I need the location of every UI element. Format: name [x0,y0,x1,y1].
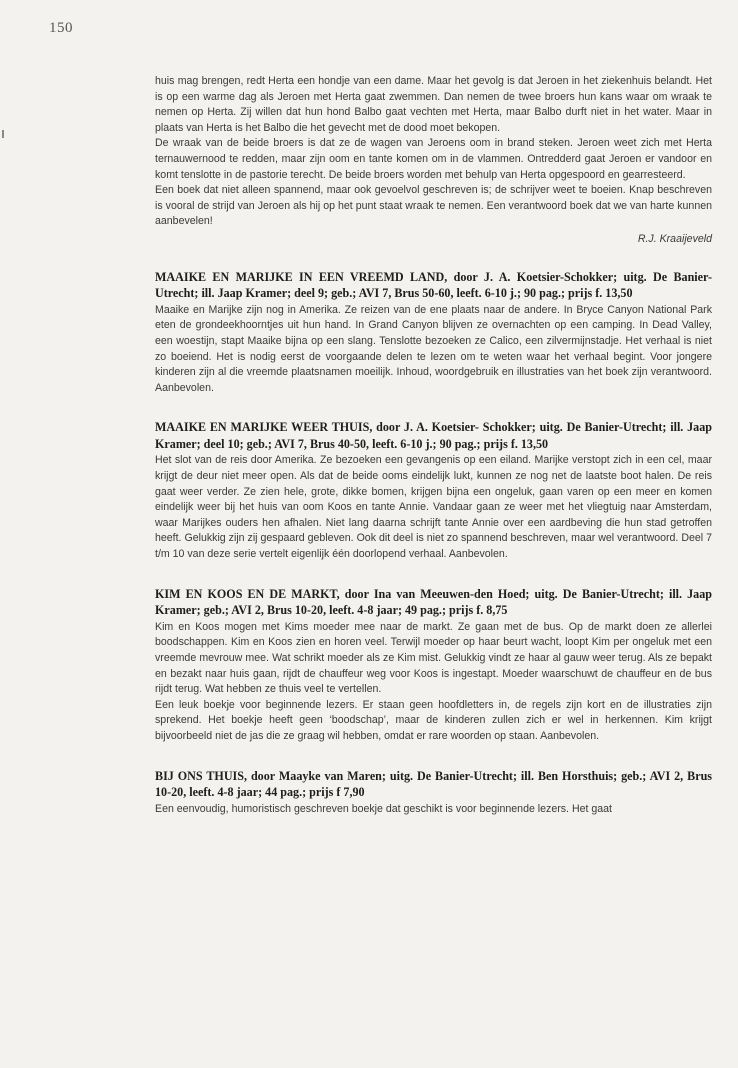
review-body: Maaike en Marijke zijn nog in Amerika. Ze reizen van de ene plaats naar de andere. In Bryce Canyon National Park eten de grondeekhoorntjes uit hun hand. In Grand Canyon blijven ze overnachten op een camping. In Dead Valley, een woestijn, stapt Maaike bijna op een slang. Tenslotte bezoeken ze Calico, een zilvermijnstadje. Het verhaal is niet zo boeiend. Het is nodig eerst de voorgaande delen te lezen om te weten waar het verhaal begint. Voor jongere kinderen zijn al die vreemde plaatsnamen moeilijk. Inhoud, woordgebruik en illustraties van het boek zijn verantwoord. Aanbevolen. [155,303,712,394]
paragraph: De wraak van de beide broers is dat ze de wagen van Jeroens oom in brand steken. Jeroen weet zich met Herta ternauwernood te redden, maar zijn oom en tante komen om in de vlammen. Ontredderd gaat Jeroen er vandoor en komt tenslotte in de pastorie terecht. De beide broers worden met behulp van Herta opgespoord en gearresteerd. [155,137,712,181]
reviewer-signature: R.J. Kraaijeveld [637,232,712,245]
previous-review-continuation [155,74,712,248]
page-content [155,74,712,817]
review-heading: MAAIKE EN MARIJKE WEER THUIS, door J. A. Koetsier- Schokker; uitg. De Banier-Utrecht; ill. Jaap Kramer; deel 10; geb.; AVI 7, Brus 40-50, leeft. 6-10 j.; 90 pag.; prijs f. 13,50 [155,420,712,451]
margin-mark [2,130,4,138]
review-body: Een eenvoudig, humoristisch geschreven boekje dat geschikt is voor beginnende lezers. Het gaat [155,802,612,815]
paragraph: Een boek dat niet alleen spannend, maar ook gevoelvol geschreven is; de schrijver weet te boeien. Knap beschreven is vooral de strijd van Jeroen als hij op het punt staat wraak te nemen. Een verantwoord boek dat we van harte kunnen aanbevelen! [155,184,712,228]
page-number: 150 [49,20,73,36]
review-body: Het slot van de reis door Amerika. Ze bezoeken een gevangenis op een eiland. Marijke verstopt zich in een cel, maar krijgt de deur niet meer open. Als dat de beide ooms eindelijk lukt, kunnen ze nog net de laatste boot halen. De reis gaat weer verder. Ze zien hele, grote, dikke bomen, krijgen bijna een ongeluk, gaan varen op een meer en komen eindelijk weer bij het huis van oom Koos en tante Annie. Vandaar gaan ze weer met het vliegtuig naar Amsterdam, waar Marijkes ouders hen afhalen. Niet lang daarna schrijft tante Annie over een aardbeving die hun stad getroffen heeft. Gelukkig zijn zij gespaard gebleven. Ook dit deel is niet zo spannend beschreven, maar wel verantwoord. Deel 7 t/m 10 van deze serie vertelt eigenlijk één doorlopend verhaal. Aanbevolen. [155,454,712,561]
review-heading: KIM EN KOOS EN DE MARKT, door Ina van Meeuwen-den Hoed; uitg. De Banier-Utrecht; ill. Jaap Kramer; geb.; AVI 2, Brus 10-20, leeft. 4-8 jaar; 49 pag.; prijs f. 8,75 [155,586,712,618]
review-body: Een leuk boekje voor beginnende lezers. Er staan geen hoofdletters in, de regels zijn kort en de illustraties zijn sprekend. Het boekje heeft geen ‘boodschap’, maar de kinderen zullen zich er wel in herkennen. Kim krijgt bijvoorbeeld niet de jas die ze graag wil hebben, omdat er rare woorden op staan. Aanbevolen. [155,698,712,742]
review-heading: BIJ ONS THUIS, door Maayke van Maren; uitg. De Banier-Utrecht; ill. Ben Horsthuis; geb.; AVI 2, Brus 10-20, leeft. 4-8 jaar; 44 pag.; prijs f 7,90 [155,768,712,800]
review-heading: MAAIKE EN MARIJKE IN EEN VREEMD LAND, door J. A. Koetsier-Schokker; uitg. De Banier-Utrecht; ill. Jaap Kramer; deel 9; geb.; AVI 7, Brus 50-60, leeft. 6-10 j.; 90 pag.; prijs f. 13,50 [155,269,712,301]
paragraph: huis mag brengen, redt Herta een hondje van een dame. Maar het gevolg is dat Jeroen in het ziekenhuis belandt. Het is op een warme dag als Jeroen met Herta gaat zwemmen. Dan nemen de twee broers hun kans waar om wraak te nemen op Herta. Zij willen dat hun hond Balbo gaat vechten met Herta, maar Balbo durft niet in het water. Maar in plaats van Herta is het Balbo die het gevecht met de dood moet bekopen. [155,75,712,134]
review-bij-ons-thuis [155,768,712,818]
review-maaike-vreemd-land [155,269,712,397]
review-body: Kim en Koos mogen met Kims moeder mee naar de markt. Ze gaan met de bus. Op de markt doen ze allerlei boodschappen. Kim en Koos zien en horen veel. Terwijl moeder op haar beurt wacht, loopt Kim per ongeluk met een vreemde mevrouw mee. Wat schrikt moeder als ze Kim mist. Gelukkig vindt ze haar al gauw weer terug. Als ze bepakt en bezakt naar huis gaan, rijdt de chauffeur weg voor Koos is ingestapt. Moeder waarschuwt de chauffeur en de bus rijdt terug. Wat hebben ze thuis veel te vertellen. [155,620,712,696]
review-kim-en-koos [155,586,712,745]
review-maaike-weer-thuis [155,419,712,562]
